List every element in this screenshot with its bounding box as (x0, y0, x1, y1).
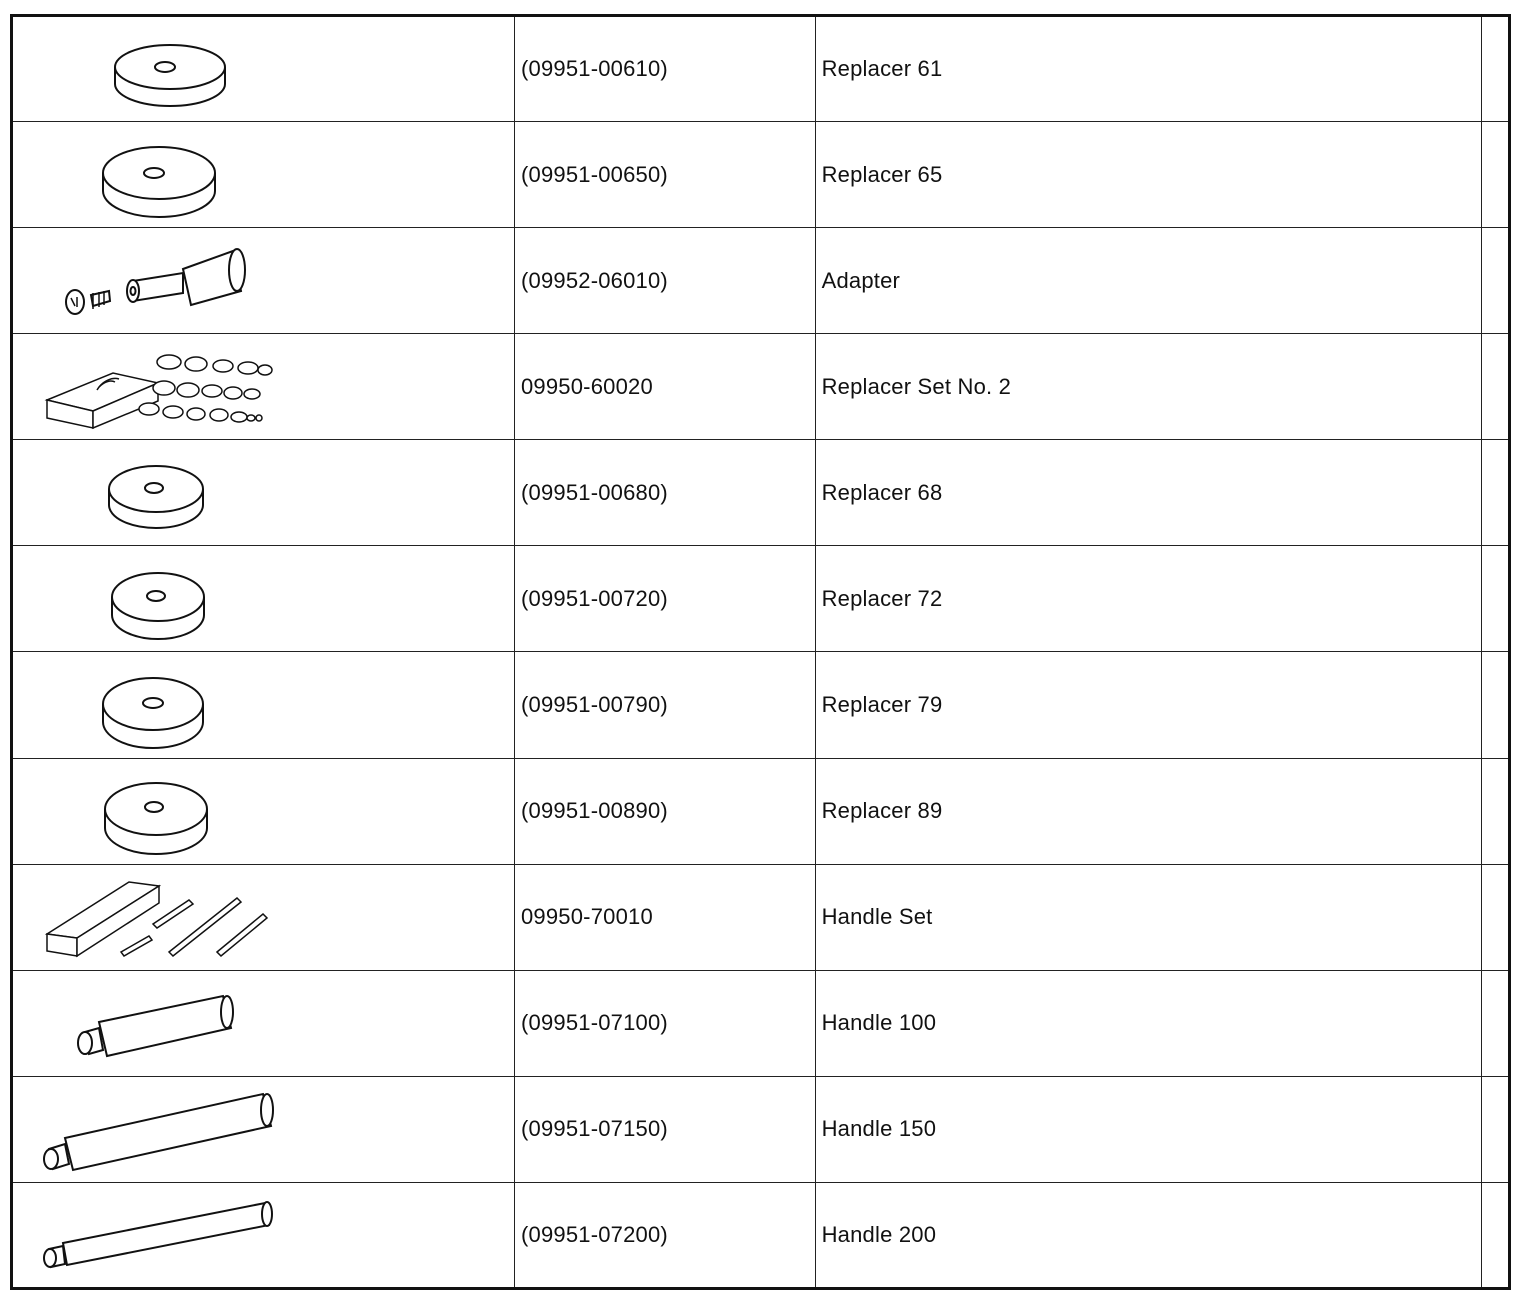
tool-code-cell (515, 334, 816, 440)
tool-code: (09952-06010) (521, 267, 668, 293)
tool-name: Handle 100 (821, 1010, 937, 1036)
tool-code: 09950-60020 (521, 373, 653, 399)
tool-code-cell (515, 16, 816, 122)
handle-icon (13, 1078, 513, 1181)
tool-code: 09950-70010 (521, 904, 653, 930)
blank-cell (1481, 228, 1509, 334)
blank-cell (1481, 758, 1509, 864)
adapter-icon (13, 229, 513, 332)
disc-replacer-icon (13, 760, 513, 863)
tool-image-cell (12, 1076, 515, 1182)
tool-code-cell (515, 970, 816, 1076)
blank-cell (1481, 16, 1509, 122)
tool-name: Replacer Set No. 2 (821, 373, 1012, 399)
tool-name: Handle Set (821, 904, 933, 930)
blank-cell (1481, 652, 1509, 758)
tool-image-cell (12, 122, 515, 228)
blank-cell (1481, 970, 1509, 1076)
disc-replacer-icon (13, 18, 513, 121)
tool-name: Replacer 61 (821, 56, 943, 82)
tool-code-cell (515, 546, 816, 652)
tool-code-cell (515, 1076, 816, 1182)
disc-replacer-icon (13, 547, 513, 650)
tool-code: (09951-00650) (521, 161, 668, 187)
blank-cell (1481, 334, 1509, 440)
tool-code-cell (515, 1182, 816, 1288)
tool-code: (09951-00680) (521, 479, 668, 505)
tool-code-cell (515, 864, 816, 970)
tool-code-cell (515, 652, 816, 758)
handle-icon (13, 972, 513, 1075)
blank-cell (1481, 122, 1509, 228)
disc-replacer-icon (13, 123, 513, 226)
handle-set-icon (13, 866, 513, 969)
tool-name-cell (815, 970, 1481, 1076)
tool-name-cell (815, 758, 1481, 864)
tool-name-cell (815, 546, 1481, 652)
tool-image-cell (12, 758, 515, 864)
table-row (12, 440, 1510, 546)
table-row (12, 1076, 1510, 1182)
tool-code-cell (515, 228, 816, 334)
tool-image-cell (12, 440, 515, 546)
tool-image-cell (12, 1182, 515, 1288)
tool-image-cell (12, 546, 515, 652)
tool-name: Handle 150 (821, 1116, 937, 1142)
tool-code: (09951-07200) (521, 1221, 668, 1247)
tool-name-cell (815, 440, 1481, 546)
tool-name-cell (815, 334, 1481, 440)
blank-cell (1481, 546, 1509, 652)
table-row (12, 970, 1510, 1076)
table-row (12, 758, 1510, 864)
tool-name-cell (815, 864, 1481, 970)
tool-name-cell (815, 1182, 1481, 1288)
tool-code: (09951-00890) (521, 798, 668, 824)
tool-code-cell (515, 122, 816, 228)
table-row (12, 122, 1510, 228)
special-tools-table (10, 14, 1511, 1290)
tool-code-cell (515, 440, 816, 546)
blank-cell (1481, 1076, 1509, 1182)
table-row (12, 546, 1510, 652)
tool-code: (09951-07100) (521, 1010, 668, 1036)
disc-replacer-icon (13, 441, 513, 544)
tool-name-cell (815, 16, 1481, 122)
table-row (12, 334, 1510, 440)
tool-name-cell (815, 1076, 1481, 1182)
tool-code: (09951-00790) (521, 692, 668, 717)
tool-code: (09951-07150) (521, 1116, 668, 1142)
tool-name: Replacer 68 (821, 479, 943, 505)
table-row (12, 652, 1510, 758)
tool-name: Adapter (821, 267, 901, 293)
tool-image-cell (12, 652, 515, 758)
tool-name: Handle 200 (821, 1221, 937, 1247)
tool-image-cell (12, 864, 515, 970)
handle-icon (13, 1183, 513, 1286)
tool-name: Replacer 79 (821, 692, 943, 717)
tool-name-cell (815, 122, 1481, 228)
tool-image-cell (12, 16, 515, 122)
blank-cell (1481, 440, 1509, 546)
tool-image-cell (12, 970, 515, 1076)
tool-name: Replacer 65 (821, 161, 943, 187)
tool-name-cell (815, 652, 1481, 758)
tool-image-cell (12, 228, 515, 334)
disc-replacer-icon (13, 654, 513, 757)
blank-cell (1481, 864, 1509, 970)
tool-name-cell (815, 228, 1481, 334)
table-row (12, 1182, 1510, 1288)
table-row (12, 864, 1510, 970)
table-row (12, 228, 1510, 334)
table-row (12, 16, 1510, 122)
tool-code: (09951-00610) (521, 56, 668, 82)
blank-cell (1481, 1182, 1509, 1288)
tool-image-cell (12, 334, 515, 440)
replacer-set-icon (13, 335, 513, 438)
tool-name: Replacer 89 (821, 798, 943, 824)
tool-code: (09951-00720) (521, 585, 668, 611)
tool-name: Replacer 72 (821, 585, 943, 611)
tool-code-cell (515, 758, 816, 864)
